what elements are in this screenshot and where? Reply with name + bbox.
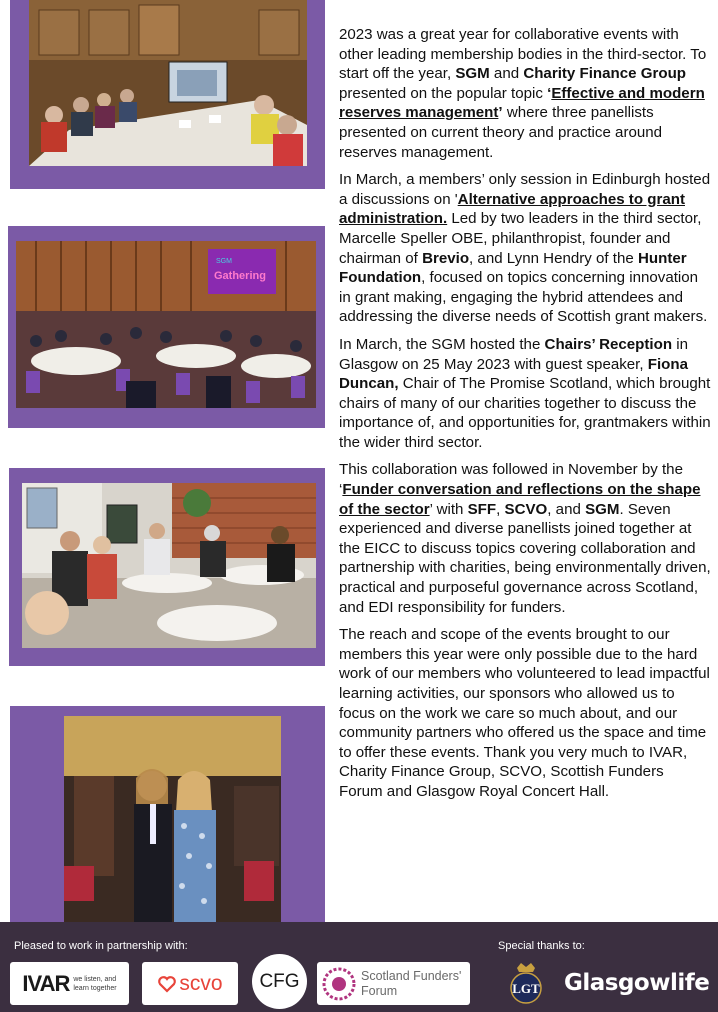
org-scvo: SCVO xyxy=(504,500,548,518)
text: Led by two leaders in the third sector, Marcelle Speller OBE, philanthropist, founder and chairman of xyxy=(339,210,702,267)
reserves-management-link[interactable]: Effective and modern reserves management xyxy=(339,84,705,122)
text: presented on the popular topic xyxy=(339,84,548,102)
article-body xyxy=(339,25,711,810)
sff-line-2: Forum xyxy=(361,983,398,998)
boardroom-meeting-photo xyxy=(29,0,307,166)
screen-title: Gathering xyxy=(214,270,266,282)
cfg-wordmark: CFG xyxy=(259,970,300,992)
paragraph-thanks xyxy=(339,625,711,801)
text: ’ with xyxy=(429,500,468,518)
paragraph-funder-conversation xyxy=(339,460,711,617)
speaker-name: Fiona Duncan, xyxy=(339,355,689,393)
sff-wordmark xyxy=(361,969,461,999)
text: , and xyxy=(547,500,586,518)
org-charity-finance-group: Charity Finance Group xyxy=(523,65,687,83)
ivar-tagline-line-1: we listen, and xyxy=(73,975,117,983)
text: in Glasgow on 25 May 2023 with guest speaker, xyxy=(339,335,688,373)
paragraph-chairs-reception xyxy=(339,335,711,453)
ivar-tagline xyxy=(73,975,116,993)
ivar-wordmark: IVAR xyxy=(22,970,70,996)
scvo-wordmark: scvo xyxy=(179,971,223,995)
quote-close: ’ xyxy=(498,104,503,122)
text: This collaboration was followed in November by the ‘ xyxy=(339,461,683,499)
org-brevio: Brevio xyxy=(422,249,470,267)
scvo-heart-icon xyxy=(157,974,177,994)
text: In March, a members’ only session in Edinburgh hosted a discussions on ' xyxy=(339,171,711,208)
text: , xyxy=(496,500,505,518)
text: where three panellists presented on current theory and practice around reserves management. xyxy=(339,104,663,161)
paragraph-reserves xyxy=(339,25,711,162)
gathering-hall-photo xyxy=(16,241,316,408)
ivar-tagline-line-2: learn together xyxy=(73,984,117,992)
paragraph-grant-administration xyxy=(339,170,711,327)
sff-line-1: Scotland Funders' xyxy=(361,968,462,983)
scvo-logo[interactable] xyxy=(142,962,238,1005)
lgt-wordmark: LGT xyxy=(512,981,540,996)
org-hunter-foundation: Hunter Foundation xyxy=(339,249,687,287)
text: In March, the SGM hosted the xyxy=(339,335,545,353)
org-sff: SFF xyxy=(467,500,497,518)
thanks-label: Special thanks to: xyxy=(498,940,585,952)
quote-open: ‘ xyxy=(547,84,552,102)
org-sgm: SGM xyxy=(585,500,620,518)
glasgow-life-logo[interactable] xyxy=(564,970,709,996)
text: The reach and scope of the events brought to our members this year were only possible due to the hard work of our members who volunteered to lead impactful learning activities, our sponsors who allowed us to focus on the work we care so much about, and our community partners who offered us the space and time to offer these events. Thank you very much to IVAR, Charity Finance Group, SCVO, Scottish Funders Forum and Glasgow Royal Concert Hall. xyxy=(339,626,710,800)
text: , and Lynn Hendry of the xyxy=(469,249,638,267)
sff-thistle-icon xyxy=(321,966,357,1002)
text: 2023 was a great year for collaborative events with other leading membership bodies in the third-sector. To start off the year, xyxy=(339,26,707,83)
event-chairs-reception: Chairs’ Reception xyxy=(544,335,673,353)
scotland-funders-forum-logo[interactable] xyxy=(317,962,470,1005)
glasgowlife-wordmark: Glasgowlife xyxy=(564,970,710,996)
cfg-logo[interactable] xyxy=(252,954,307,1009)
partners-footer xyxy=(0,922,718,1012)
lgt-logo[interactable] xyxy=(503,960,549,1006)
org-sgm: SGM xyxy=(455,65,490,83)
text: . Seven experienced and diverse panellists joined together at the EICC to discuss topics covering collaboration and partnership with charities, being environmentally driven, practical and purposeful governance across Scotland, and EDI responsibility for funders. xyxy=(339,500,711,616)
ivar-logo[interactable] xyxy=(10,962,129,1005)
grant-administration-link[interactable]: Alternative approaches to grant administration. xyxy=(339,190,685,228)
funder-conversation-link[interactable]: Funder conversation and reflections on the shape of the sector xyxy=(339,481,701,518)
partnership-label: Pleased to work in partnership with: xyxy=(14,940,188,952)
text: and xyxy=(489,65,524,83)
screen-kicker: SGM xyxy=(216,258,232,265)
two-women-portrait-photo xyxy=(64,716,281,922)
chairs-reception-photo xyxy=(22,483,316,648)
text: , focused on topics concerning innovation in grant making, engaging the hybrid attendees and addressing the diverse needs of Scottish grant makers. xyxy=(339,269,708,326)
text: Chair of The Promise Scotland, which brought chairs of many of our charities together to discuss the importance of, and opportunities for, grantmakers within the wider third sector. xyxy=(339,375,711,451)
